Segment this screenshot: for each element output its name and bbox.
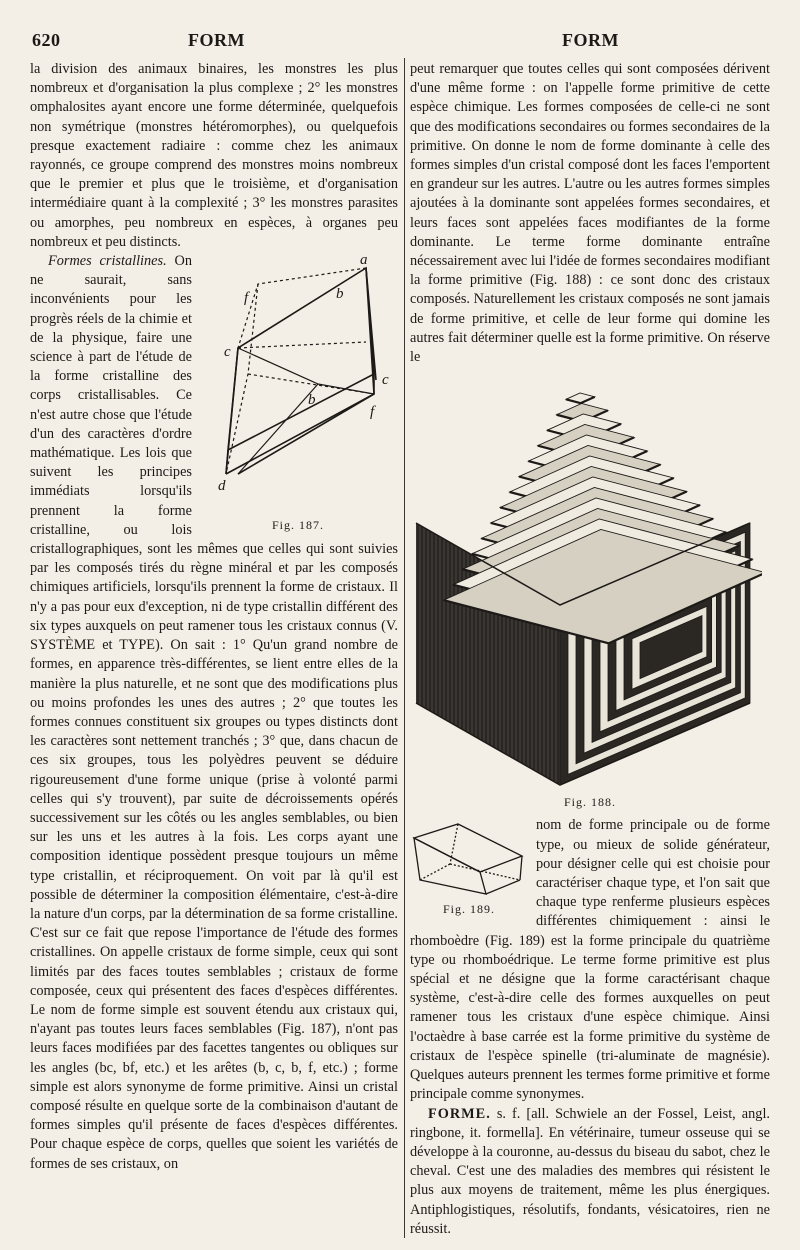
stepped-crystal-engraving (410, 373, 762, 793)
front-edges (228, 268, 374, 450)
running-head-right: FORM (562, 30, 619, 50)
figure-189-caption: Fig. 189. (442, 902, 495, 917)
right-paragraph-1: peut remarquer que toutes celles qui sont composées dérivent d'une même forme : on l'appelle forme primitive de cette espèce chimique. Les formes composées de celle-ci ne sont que des modifications secondaires ou formes secondaires de la primitive. On donne le nom de forme dominante à celle des formes simples d'un cristal composé dont les faces l'emportent en grandeur sur les autres. L'autre ou les autres formes simples ajoutées à la dominante sont appelées formes secondaires, et leurs faces sont appelées faces modifiantes de la forme dominante. Le terme forme dominante entraîne nécessairement avec lui l'idée de formes secondaires modifiant la forme primitive (Fig. 188) : ce sont donc des cristaux composés. Naturellement les cristaux composés ne sont jamais de forme primitive, et celle de leur forme qui domine les autres fait déterminer quelle est la forme primitive. On réserve le (410, 61, 770, 366)
figure-188-caption: Fig. 188. (563, 795, 616, 810)
section-lead: Formes cristallines. (48, 253, 167, 270)
left-paragraph-1: la division des animaux binaires, les monstres les plus nombreux et d'organisation la plus complexe ; 2° les monstres omphalosites ayant encore une forme déterminée, quelquefois non symétrique (monstres hétéromorphes), ou quelquefois presque exactement radiaire : comme chez les animaux rayonnés, ce groupe comprend des monstres moins nombreux que le premier et plus que le troisième, et d'organisation intermédiaire quant à la complexité ; 3° les monstres parasites ou amorphes, peu nombreux en espèces, à organes peu nombreux et peu distincts. (30, 61, 398, 250)
figure-188 (410, 373, 770, 812)
page-number: 620 (32, 30, 61, 50)
figure-187 (198, 254, 398, 535)
right-paragraph-3-body: s. f. [all. Schwiele an der Fossel, Leist, angl. ringbone, it. formella]. En vétérinaire, tumeur osseuse qui se développe à la couronne, au-dessus du biseau du sabot, chez le cheval. C'est une des maladies des membres qui résistent le plus aux moyens de traitement, même les plus énergiques. Antiphlogistiques, résolutifs, fondants, vésicatoires, rien ne réussit. (410, 1105, 770, 1237)
entry-headword: FORME. (428, 1105, 491, 1122)
label-c-right: c (382, 372, 389, 389)
running-head-left: FORM (188, 30, 245, 50)
right-paragraph-2: nom de forme principale ou de forme type, ou mieux de solide générateur, pour désigner celle qui est choisie pour caractériser chaque type, et l'on sait que chaque type renferme plusieurs espèces différentes chimiquement : ainsi le rhomboèdre (Fig. 189) est la forme principale du quatrième type ou rhomboédrique. Le terme forme primitive est plus spécial et ne désigne que la forme caractérisant chaque système, c'est-à-dire celle des formes auxquelles on peut ramener tous les cristaux d'une espèce chimique. Ainsi l'octaèdre à base carrée est la forme primitive du système de cristaux de l'espèce spinelle (tri-aluminate de magnésie). Quelques auteurs prennent les termes forme primitive et forme principale comme synonymes. (410, 817, 770, 1103)
label-f-top: f (244, 290, 249, 307)
rhomboedre-diagram (410, 820, 528, 900)
figure-189 (410, 820, 528, 919)
column-rule (404, 58, 405, 1238)
left-paragraph-2-body: On ne saurait, sans inconvénients pour les progrès réels de la chimie et de la physique, faire une science à part de l'étude de la forme cristalline des corps cristallisables. Ce n'est autre chose que l'étude d'un des caractères d'ordre mathématique. Les lois que suivent les principes immédiats lorsqu'ils prennent la forme cristalline, ou lois cristallographiques, sont les mêmes que celles qui sont suivies par les composés tirés du règne minéral et par les composés chimiques artificiels, lorsqu'ils prennent la forme de cristaux. Il n'y a pas pour eux d'exception, ni de type cristallin différent des six types auxquels on peut ramener tous les cristaux connus (V. SYSTÈME et TYPE). On sait : 1° Qu'un grand nombre de formes, en apparence très-différentes, se lient entre elles de la manière la plus naturelle, et ne sont que des modifications plus ou moins profondes les unes des autres ; 2° que toutes les formes connues constituent six groupes ou types distincts dont les caractères sont nettement tranchés ; 3° que, dans chacun de ces six groupes, tous les polyèdres peuvent se déduire rigoureusement d'une forme unique (prise à volonté parmi celles qui s'y trouvent), par suite de décroissements opérés successivement sur les côtés ou les angles semblables, ou bien sur les uns et les autres à la fois. Les corps ayant une composition identique possèdent presque toujours un même type cristallin, et réciproquement. On voit par là qu'il est possible de déterminer la composition élémentaire, c'est-à-dire la nature d'un corps, par la détermination de sa forme cristalline. C'est sur ce fait que repose l'importance de l'étude des formes cristallines. On appelle cristaux de forme simple, ceux qui sont limités par des faces toutes semblables ; cristaux de forme composée, ceux qui présentent des faces d'espèces différentes. Le nom de forme simple est souvent étendu aux cristaux qui, n'ayant pas toutes leurs faces semblables (Fig. 187), n'ont pas leurs faces modifiées par des facettes tangentes ou obliques sur les angles (bc, bf, etc.) et les arêtes (b, c, b, f, etc.) ; forme simple est alors synonyme de forme primitive. Ainsi un cristal composé résulte en quelque sorte de la combinaison d'autant de formes simples qu'il présente de faces d'espèces différentes. Pour chaque espèce de corps, quelles que soient les variétés de formes de ses cristaux, on (30, 253, 398, 1172)
label-a: a (360, 254, 368, 269)
rhombohedron-diagram (198, 254, 398, 516)
left-column (30, 60, 398, 1174)
label-c-left: c (224, 344, 231, 361)
label-d: d (218, 478, 226, 495)
label-f-bottom: f (370, 404, 375, 421)
label-b-top: b (336, 286, 344, 303)
right-column (410, 60, 770, 1239)
figure-187-caption: Fig. 187. (271, 518, 324, 533)
label-b-bottom: b (308, 392, 316, 409)
right-paragraph-3 (410, 1105, 770, 1239)
